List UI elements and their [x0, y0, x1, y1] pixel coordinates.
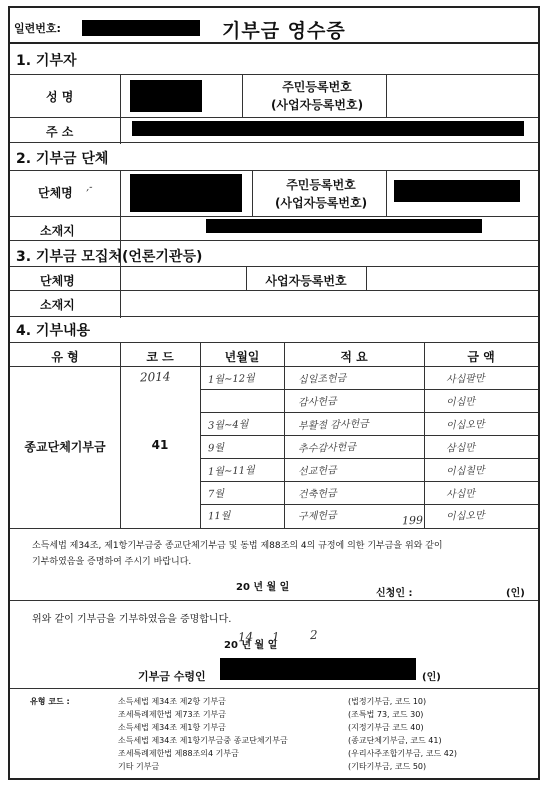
donor-id-label-1: 주민등록번호	[282, 80, 352, 94]
footer-left-item: 기타 기부금	[118, 762, 160, 771]
cert-hand-day: 2	[309, 627, 318, 643]
receipt-sheet	[8, 6, 540, 780]
donor-address-label: 주 소	[46, 125, 74, 139]
org-location-label: 소재지	[40, 224, 75, 238]
statement-line2: 기부하였음을 증명하여 주시기 바랍니다.	[32, 557, 192, 567]
serial-label: 일련번호:	[14, 22, 61, 35]
section2-heading: 2. 기부금 단체	[16, 151, 109, 167]
hand-row-date: 1월~11월	[207, 465, 256, 478]
applicant-label: 신청인 :	[376, 588, 413, 599]
col-code-header: 코 드	[146, 350, 174, 364]
section1-heading: 1. 기부자	[16, 53, 77, 69]
org-name-hand: ,-	[85, 181, 93, 194]
hand-row-date: 11월	[207, 510, 231, 523]
donor-id-label-2: (사업자등록번호)	[270, 98, 364, 112]
footer-right-item: (지정기부금 코드 40)	[348, 723, 424, 732]
certification-text: 위와 같이 기부금을 기부하였음을 증명합니다.	[32, 614, 232, 625]
hand-row-amount: 이십오만	[445, 419, 485, 432]
hand-row-desc: 선교헌금	[297, 465, 337, 478]
donation-code-value: 41	[151, 438, 169, 452]
section4-heading: 4. 기부내용	[16, 323, 91, 339]
hand-row-date: 7월	[207, 488, 225, 501]
hand-row-amount: 이십만	[445, 396, 476, 409]
hand-row-desc: 건축헌금	[297, 488, 337, 501]
footer-right-item: (기타기부금, 코드 50)	[348, 762, 427, 771]
org-id-label-1: 주민등록번호	[286, 178, 356, 192]
donation-type-value: 종교단체기부금	[24, 440, 106, 454]
receiver-redaction	[220, 658, 416, 680]
hand-row-desc: 십일조헌금	[297, 373, 347, 386]
hand-row-desc: 구제헌금	[297, 510, 337, 523]
applicant-seal: (인)	[506, 588, 525, 599]
hand-row-date: 3월~4월	[207, 419, 249, 432]
hand-row-amount: 사십팔만	[445, 373, 485, 386]
receiver-label: 기부금 수령인	[138, 670, 206, 683]
receiver-seal: (인)	[422, 672, 441, 683]
statement-line1: 소득세법 제34조, 제1항기부금중 종교단체기부금 및 동법 제88조의 4의 규정에 의한 기부금을 위와 같이	[32, 541, 443, 551]
footer-right-item: (우리사주조합기부금, 코드 42)	[348, 749, 458, 758]
donor-name-redaction	[130, 80, 202, 112]
footer-label: 유형 코드 :	[30, 697, 70, 706]
footer-left-item: 소득세법 제34조 제1항 기부금	[118, 723, 226, 732]
footer-right-item: (법정기부금, 코드 10)	[348, 697, 427, 706]
donor-address-redaction	[132, 121, 524, 136]
hand-row-date: 9월	[207, 442, 225, 455]
handwritten-year: 2014	[139, 369, 171, 385]
org-name-label: 단체명	[38, 186, 73, 200]
hand-row-date: 1월~12월	[207, 373, 256, 386]
org-id-label-2: (사업자등록번호)	[274, 196, 368, 210]
footer-right-item: (종교단체기부금, 코드 41)	[348, 736, 442, 745]
serial-redaction	[82, 20, 200, 36]
handwritten-total-mark: 199	[401, 513, 424, 528]
footer-left-item: 소득세법 제34조 제2항 기부금	[118, 697, 226, 706]
hand-row-desc: 감사헌금	[297, 396, 337, 409]
col-date-header: 년월일	[224, 350, 260, 364]
collector-bizno-label: 사업자등록번호	[265, 274, 347, 288]
org-name-redaction	[130, 174, 242, 212]
footer-left-item: 조세특례제한법 제73조 기부금	[118, 710, 227, 719]
cert-hand-month: 1	[271, 629, 280, 645]
hand-row-amount: 이십오만	[445, 510, 485, 523]
hand-row-desc: 부활절 감사헌금	[297, 418, 370, 433]
org-location-redaction	[206, 219, 482, 233]
cert-hand-year: 14	[237, 629, 254, 645]
hand-row-amount: 사십만	[445, 488, 476, 501]
col-amount-header: 금 액	[467, 350, 495, 364]
col-type-header: 유 형	[51, 350, 79, 364]
footer-left-item: 조세특례제한법 제88조의4 기부금	[118, 749, 239, 758]
donor-name-label: 성 명	[46, 90, 74, 104]
org-id-redaction	[394, 180, 520, 202]
certification-date-line: 20 년 월 일	[224, 640, 278, 651]
hand-row-amount: 이십칠만	[445, 465, 485, 478]
collector-location-label: 소재지	[40, 298, 75, 312]
hand-row-amount: 삼십만	[445, 442, 476, 455]
footer-right-item: (조특법 73, 코드 30)	[348, 710, 424, 719]
statement-date-line: 20 년 월 일	[236, 582, 290, 593]
col-desc-header: 적 요	[340, 350, 368, 364]
collector-name-label: 단체명	[40, 274, 75, 288]
section3-heading: 3. 기부금 모집처(언론기관등)	[16, 249, 203, 265]
hand-row-desc: 추수감사헌금	[297, 441, 357, 456]
page-title: 기부금 영수증	[222, 20, 346, 42]
footer-left-item: 소득세법 제34조 제1항기부금중 종교단체기부금	[118, 736, 288, 745]
